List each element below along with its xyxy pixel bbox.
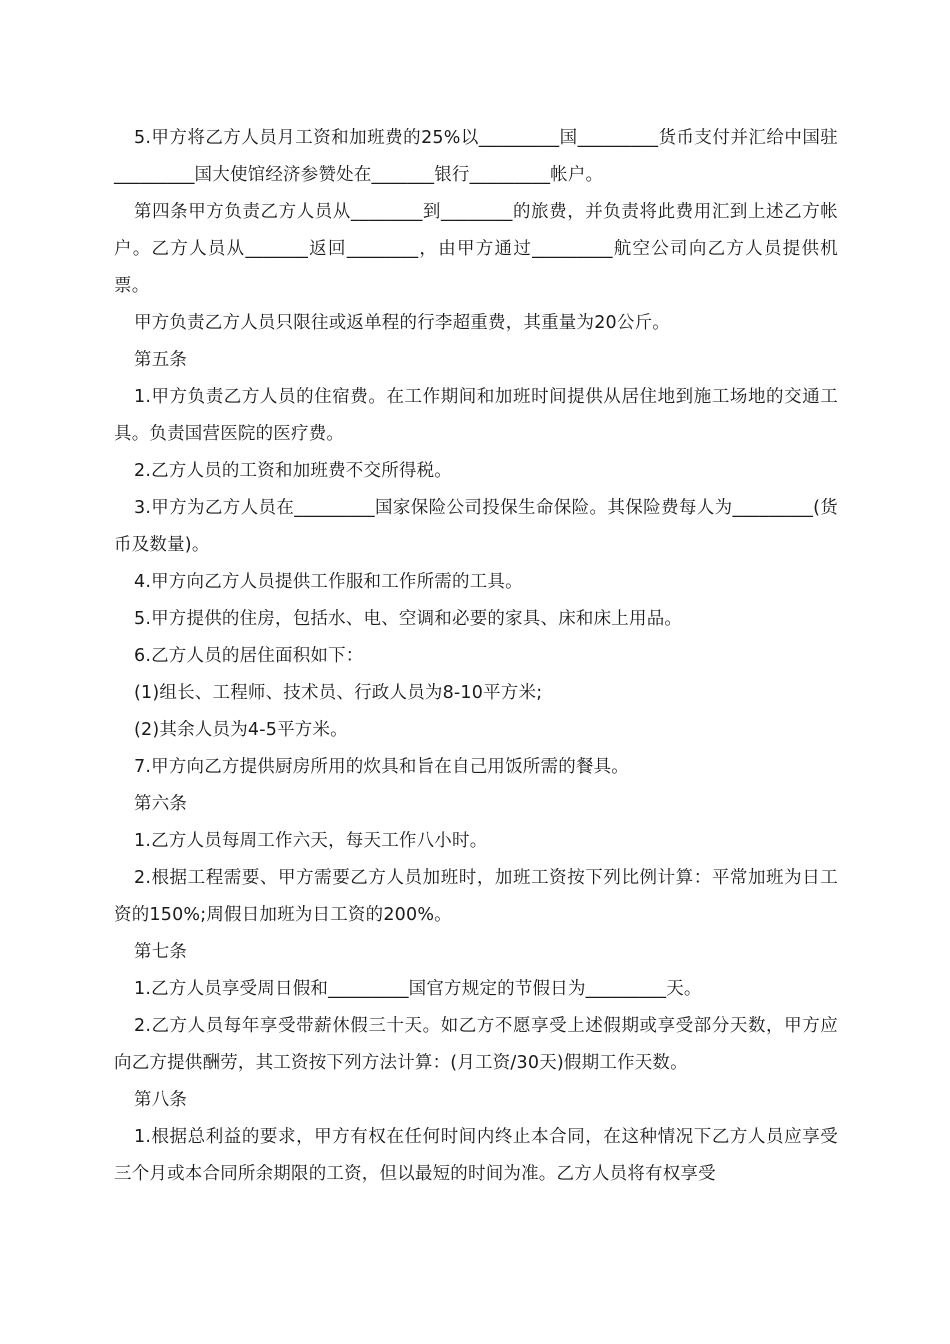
article-heading: 第八条 xyxy=(134,1090,188,1110)
clause-paragraph: (2)其余人员为4-5平方米。 xyxy=(134,720,348,740)
clause-paragraph: 1.乙方人员享受周日假和_________国官方规定的节假日为_________天。 xyxy=(134,979,702,999)
clause-paragraph: 5.甲方将乙方人员月工资和加班费的25%以_________国_________货币支付并汇给中国驻_________国大使馆经济参赞处在_______银行_________帐户。 xyxy=(114,128,838,185)
clause-paragraph: 1.甲方负责乙方人员的住宿费。在工作期间和加班时间提供从居住地到施工场地的交通工具。负责国营医院的医疗费。 xyxy=(114,387,838,444)
clause-paragraph: (1)组长、工程师、技术员、行政人员为8-10平方米; xyxy=(134,683,543,703)
clause-paragraph: 4.甲方向乙方人员提供工作服和工作所需的工具。 xyxy=(134,572,523,592)
clause-paragraph: 第四条甲方负责乙方人员从________到________的旅费，并负责将此费用汇到上述乙方帐户。乙方人员从_______返回________，由甲方通过_________航空公司向乙方人员提供机票。 xyxy=(114,202,838,296)
article-heading: 第七条 xyxy=(134,942,188,962)
article-heading: 第六条 xyxy=(134,794,188,814)
clause-paragraph: 1.乙方人员每周工作六天，每天工作八小时。 xyxy=(134,831,488,851)
clause-paragraph: 6.乙方人员的居住面积如下： xyxy=(134,646,364,666)
clause-paragraph: 1.根据总利益的要求，甲方有权在任何时间内终止本合同，在这种情况下乙方人员应享受三个月或本合同所余期限的工资，但以最短的时间为准。乙方人员将有权享受 xyxy=(114,1127,838,1184)
document-body xyxy=(114,120,838,1193)
clause-paragraph: 7.甲方向乙方提供厨房所用的炊具和旨在自己用饭所需的餐具。 xyxy=(134,757,629,777)
clause-paragraph: 甲方负责乙方人员只限往或返单程的行李超重费，其重量为20公斤。 xyxy=(134,313,670,333)
clause-paragraph: 2.根据工程需要、甲方需要乙方人员加班时，加班工资按下列比例计算：平常加班为日工资的150%;周假日加班为日工资的200%。 xyxy=(114,868,838,925)
clause-paragraph: 5.甲方提供的住房，包括水、电、空调和必要的家具、床和床上用品。 xyxy=(134,609,683,629)
clause-paragraph: 3.甲方为乙方人员在_________国家保险公司投保生命保险。其保险费每人为_________(货币及数量)。 xyxy=(114,498,838,555)
clause-paragraph: 2.乙方人员每年享受带薪休假三十天。如乙方不愿享受上述假期或享受部分天数，甲方应向乙方提供酬劳，其工资按下列方法计算：(月工资/30天)假期工作天数。 xyxy=(114,1016,838,1073)
article-heading: 第五条 xyxy=(134,350,188,370)
clause-paragraph: 2.乙方人员的工资和加班费不交所得税。 xyxy=(134,461,452,481)
